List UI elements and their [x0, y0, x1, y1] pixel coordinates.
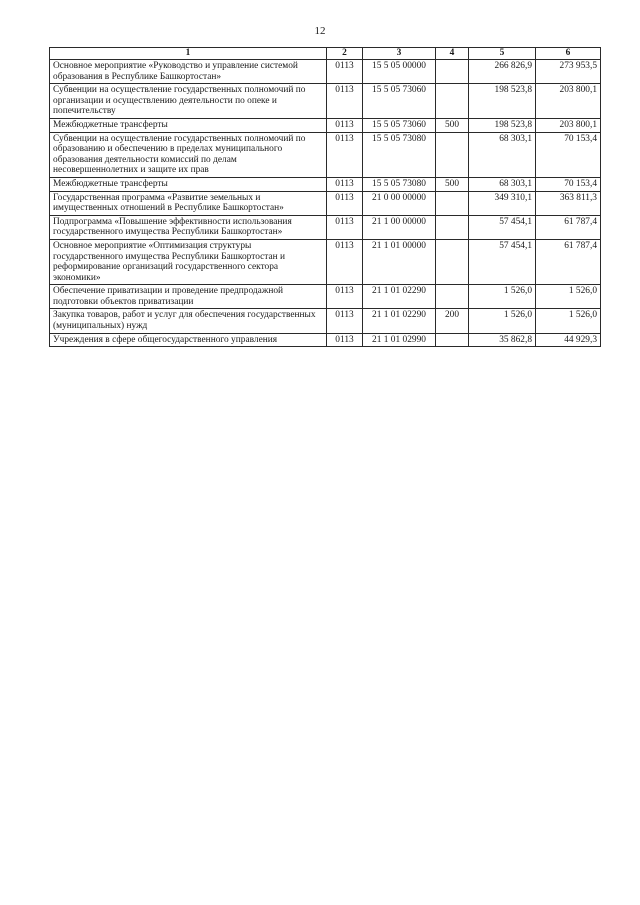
cell-sum2: 70 153,4 — [536, 177, 601, 191]
cell-name: Субвенции на осуществление государственных полномочий по образованию и обеспечению в пределах муниципального образования деятельности комиссий по делам несовершеннолетних и защите их прав — [50, 132, 327, 177]
cell-section: 0113 — [327, 333, 363, 347]
cell-section: 0113 — [327, 215, 363, 239]
cell-section: 0113 — [327, 309, 363, 333]
cell-section: 0113 — [327, 177, 363, 191]
cell-section: 0113 — [327, 191, 363, 215]
cell-type: 200 — [436, 309, 469, 333]
page-number: 12 — [314, 25, 326, 37]
cell-type — [436, 60, 469, 84]
column-header-section: 2 — [327, 48, 363, 60]
cell-sum2: 363 811,3 — [536, 191, 601, 215]
cell-sum2: 61 787,4 — [536, 215, 601, 239]
cell-target: 15 5 05 73060 — [363, 118, 436, 132]
cell-target: 21 1 01 02990 — [363, 333, 436, 347]
cell-name: Межбюджетные трансферты — [50, 177, 327, 191]
cell-target: 21 1 01 00000 — [363, 239, 436, 284]
cell-target: 15 5 05 73080 — [363, 177, 436, 191]
cell-section: 0113 — [327, 60, 363, 84]
cell-section: 0113 — [327, 118, 363, 132]
column-header-type: 4 — [436, 48, 469, 60]
cell-sum2: 273 953,5 — [536, 60, 601, 84]
table-body — [50, 60, 601, 347]
cell-type: 500 — [436, 177, 469, 191]
cell-sum2: 203 800,1 — [536, 84, 601, 119]
cell-sum1: 57 454,1 — [469, 215, 536, 239]
cell-sum1: 57 454,1 — [469, 239, 536, 284]
cell-name: Подпрограмма «Повышение эффективности использования государственного имущества Республики Башкортостан» — [50, 215, 327, 239]
cell-sum1: 35 862,8 — [469, 333, 536, 347]
cell-sum1: 1 526,0 — [469, 285, 536, 309]
cell-sum2: 1 526,0 — [536, 285, 601, 309]
cell-name: Обеспечение приватизации и проведение предпродажной подготовки объектов приватизации — [50, 285, 327, 309]
cell-name: Основное мероприятие «Оптимизация структуры государственного имущества Республики Башкортостан и реформирование организаций государственного сектора экономики» — [50, 239, 327, 284]
cell-name: Государственная программа «Развитие земельных и имущественных отношений в Республике Башкортостан» — [50, 191, 327, 215]
cell-section: 0113 — [327, 132, 363, 177]
cell-target: 21 1 01 02290 — [363, 309, 436, 333]
budget-table — [49, 47, 601, 347]
cell-section: 0113 — [327, 285, 363, 309]
cell-name: Учреждения в сфере общегосударственного управления — [50, 333, 327, 347]
cell-section: 0113 — [327, 239, 363, 284]
cell-sum2: 44 929,3 — [536, 333, 601, 347]
cell-target: 21 1 00 00000 — [363, 215, 436, 239]
cell-section: 0113 — [327, 84, 363, 119]
cell-sum1: 198 523,8 — [469, 84, 536, 119]
cell-sum1: 68 303,1 — [469, 132, 536, 177]
table-row — [50, 239, 601, 284]
cell-sum2: 70 153,4 — [536, 132, 601, 177]
cell-sum2: 203 800,1 — [536, 118, 601, 132]
cell-type — [436, 215, 469, 239]
table-row — [50, 333, 601, 347]
cell-sum1: 1 526,0 — [469, 309, 536, 333]
table-header-row — [50, 48, 601, 60]
table-row — [50, 132, 601, 177]
cell-name: Межбюджетные трансферты — [50, 118, 327, 132]
cell-target: 21 1 01 02290 — [363, 285, 436, 309]
cell-sum1: 68 303,1 — [469, 177, 536, 191]
cell-target: 15 5 05 73080 — [363, 132, 436, 177]
table-row — [50, 84, 601, 119]
cell-name: Субвенции на осуществление государственных полномочий по организации и осуществлению деятельности по опеке и попечительству — [50, 84, 327, 119]
cell-name: Основное мероприятие «Руководство и управление системой образования в Республике Башкортостан» — [50, 60, 327, 84]
column-header-sum1: 5 — [469, 48, 536, 60]
table-row — [50, 309, 601, 333]
cell-target: 15 5 05 73060 — [363, 84, 436, 119]
cell-sum2: 61 787,4 — [536, 239, 601, 284]
cell-type — [436, 132, 469, 177]
cell-target: 15 5 05 00000 — [363, 60, 436, 84]
cell-sum1: 266 826,9 — [469, 60, 536, 84]
cell-type — [436, 191, 469, 215]
cell-name: Закупка товаров, работ и услуг для обеспечения государственных (муниципальных) нужд — [50, 309, 327, 333]
cell-type — [436, 333, 469, 347]
table-row — [50, 118, 601, 132]
cell-type: 500 — [436, 118, 469, 132]
table-row — [50, 177, 601, 191]
table-row — [50, 60, 601, 84]
table-row — [50, 285, 601, 309]
cell-sum1: 349 310,1 — [469, 191, 536, 215]
table-row — [50, 215, 601, 239]
cell-target: 21 0 00 00000 — [363, 191, 436, 215]
column-header-name: 1 — [50, 48, 327, 60]
cell-type — [436, 239, 469, 284]
cell-type — [436, 285, 469, 309]
cell-sum2: 1 526,0 — [536, 309, 601, 333]
column-header-target: 3 — [363, 48, 436, 60]
cell-sum1: 198 523,8 — [469, 118, 536, 132]
column-header-sum2: 6 — [536, 48, 601, 60]
table-row — [50, 191, 601, 215]
cell-type — [436, 84, 469, 119]
